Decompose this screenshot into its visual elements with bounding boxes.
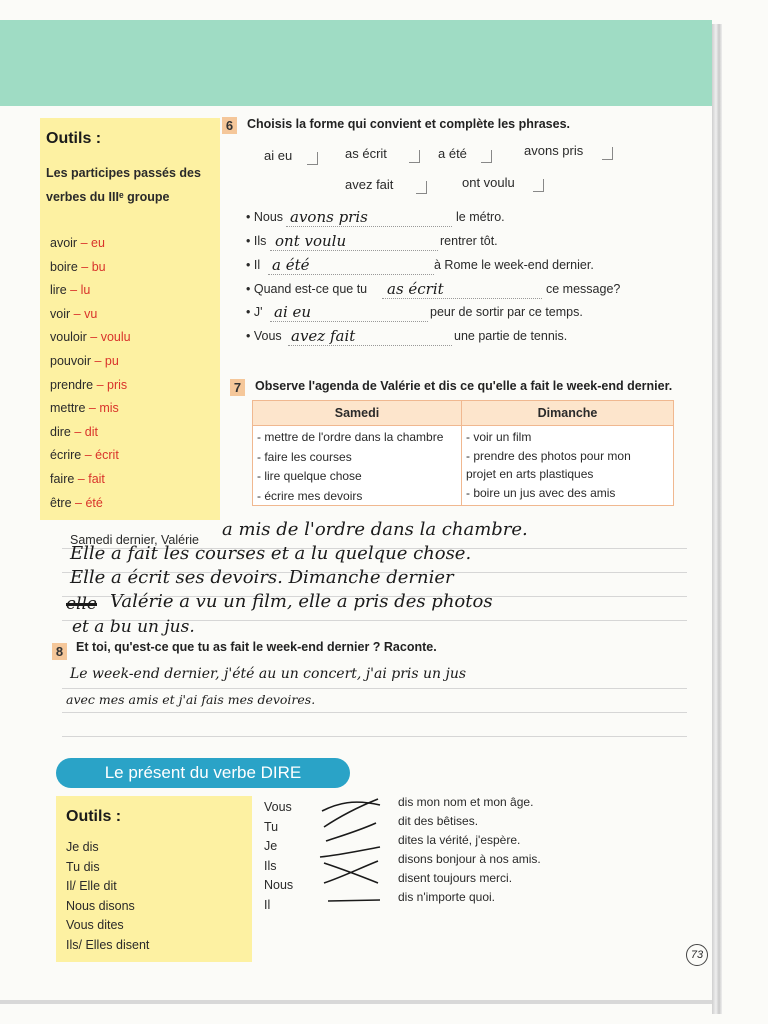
sentence-end: rentrer tôt. xyxy=(440,234,498,248)
agenda-dimanche-item: projet en arts plastiques xyxy=(466,467,594,481)
participe-item xyxy=(50,307,97,321)
dire-outils-title: Outils : xyxy=(66,808,122,825)
participe-past: bu xyxy=(91,259,106,274)
answer-line xyxy=(270,250,438,251)
option-checkbox xyxy=(409,150,420,163)
matching-lines xyxy=(318,795,388,910)
participe-past: mis xyxy=(99,401,119,416)
sentence-start: • Il xyxy=(246,258,261,272)
participe-separator: – xyxy=(85,401,100,416)
participe-separator: – xyxy=(66,283,81,298)
sentence-end: à Rome le week-end dernier. xyxy=(434,258,594,272)
participe-separator: – xyxy=(86,330,101,345)
crossed-out-word: elle xyxy=(66,594,97,614)
handwritten-answer: avons pris xyxy=(290,208,368,226)
option-label: ont voulu xyxy=(462,175,515,190)
participe-infinitive: pouvoir xyxy=(50,354,91,368)
exercise-7-prompt: Samedi dernier, Valérie xyxy=(70,533,200,547)
participe-separator: – xyxy=(91,354,105,368)
participe-item xyxy=(50,425,98,439)
option-checkbox xyxy=(481,150,492,163)
sentence-end: ce message? xyxy=(546,282,621,296)
answer-line xyxy=(288,345,452,346)
participe-item xyxy=(50,283,90,297)
agenda-dimanche-item: - voir un film xyxy=(466,430,532,444)
participe-infinitive: dire xyxy=(50,424,71,439)
participe-infinitive: être xyxy=(50,495,72,510)
agenda-samedi-item: - lire quelque chose xyxy=(257,469,362,483)
outils-box-dire xyxy=(56,796,252,962)
handwritten-line: Valérie a vu un film, elle a pris des photos xyxy=(110,591,493,612)
agenda-dimanche-item: - prendre des photos pour mon xyxy=(466,448,631,463)
participe-past: été xyxy=(85,495,103,510)
dire-conjugation-item: Tu dis xyxy=(66,859,100,874)
participe-infinitive: mettre xyxy=(50,401,86,416)
participe-item xyxy=(50,354,119,368)
participe-item xyxy=(50,472,105,486)
exercise-8-number: 8 xyxy=(52,643,67,660)
option-checkbox xyxy=(602,147,613,160)
outils-box-participes xyxy=(40,118,220,520)
agenda-samedi-item: - écrire mes devoirs xyxy=(257,488,363,503)
handwritten-answer: avez fait xyxy=(291,327,356,345)
dire-pronoun: Vous xyxy=(264,800,292,814)
participe-infinitive: faire xyxy=(50,472,75,486)
participe-infinitive: lire xyxy=(50,283,67,298)
page-number: 73 xyxy=(686,944,708,966)
participe-item xyxy=(50,260,106,274)
dire-ending: dit des bêtises. xyxy=(398,814,479,828)
agenda-header-samedi: Samedi xyxy=(253,401,461,425)
participe-infinitive: voir xyxy=(50,306,71,321)
dire-pronoun: Il xyxy=(264,897,271,912)
sentence-start: • Quand est-ce que tu xyxy=(246,282,368,296)
dire-pronoun: Ils xyxy=(264,858,277,873)
exercise-6-number: 6 xyxy=(222,117,237,134)
writing-line xyxy=(62,736,687,737)
sentence-end: le métro. xyxy=(456,210,505,224)
exercise-7-number: 7 xyxy=(230,379,245,396)
dire-conjugation-item: Nous disons xyxy=(66,898,135,913)
participe-separator: – xyxy=(70,424,85,439)
agenda-divider xyxy=(461,401,462,505)
option-checkbox xyxy=(533,179,544,192)
participe-infinitive: vouloir xyxy=(50,330,87,345)
answer-line xyxy=(286,226,452,227)
sentence-start: • Vous xyxy=(246,329,282,343)
outils-title: Outils : xyxy=(46,130,102,147)
dire-ending: dites la vérité, j'espère. xyxy=(398,833,521,847)
participe-item xyxy=(50,496,103,510)
page-bottom-edge xyxy=(0,1000,712,1004)
handwritten-line: Elle a fait les courses et a lu quelque chose. xyxy=(70,543,472,564)
top-color-band xyxy=(0,20,712,106)
answer-line xyxy=(270,321,428,322)
participe-separator: – xyxy=(71,495,86,510)
outils-subtitle-1: Les participes passés des xyxy=(46,166,201,180)
participe-infinitive: écrire xyxy=(50,448,82,463)
answer-line xyxy=(268,274,434,275)
handwritten-line: Le week-end dernier, j'été au un concert, j'ai pris un jus xyxy=(70,666,467,682)
exercise-8-title: Et toi, qu'est-ce que tu as fait le week-end dernier ? Raconte. xyxy=(76,640,437,654)
outils-subtitle-2: verbes du IIIᵉ groupe xyxy=(46,190,170,204)
option-label: a été xyxy=(438,146,467,161)
option-checkbox xyxy=(307,152,318,165)
participe-separator: – xyxy=(77,236,91,250)
sentence-start: • Ils xyxy=(246,234,267,248)
dire-conjugation-item: Je dis xyxy=(66,840,99,854)
dire-conjugation-item: Ils/ Elles disent xyxy=(66,937,150,952)
option-label: avons pris xyxy=(524,143,584,158)
book-page-edge xyxy=(712,24,722,1014)
agenda-samedi-item: - faire les courses xyxy=(257,449,352,464)
dire-ending: disons bonjour à nos amis. xyxy=(398,852,541,866)
handwritten-line: et a bu un jus. xyxy=(72,617,195,637)
agenda-samedi-item: - mettre de l'ordre dans la chambre xyxy=(257,430,444,444)
participe-infinitive: boire xyxy=(50,259,78,274)
handwritten-line: Elle a écrit ses devoirs. Dimanche dernier xyxy=(70,567,454,588)
participe-separator: – xyxy=(93,377,107,392)
dire-pronoun: Nous xyxy=(264,878,294,892)
option-label: as écrit xyxy=(345,146,387,161)
agenda-header-rule xyxy=(253,425,673,426)
exercise-7-title: Observe l'agenda de Valérie et dis ce qu'elle a fait le week-end dernier. xyxy=(255,379,673,393)
sentence-start: • J' xyxy=(246,305,263,319)
dire-conjugation-item: Vous dites xyxy=(66,918,124,932)
participe-past: fait xyxy=(88,472,105,486)
writing-line xyxy=(62,712,687,713)
participe-past: lu xyxy=(80,283,91,298)
participe-separator: – xyxy=(77,259,92,274)
participe-separator: – xyxy=(70,306,85,321)
option-label: avez fait xyxy=(345,177,394,192)
agenda-header-dimanche: Dimanche xyxy=(462,401,673,425)
dire-pronoun: Tu xyxy=(264,819,279,834)
participe-item xyxy=(50,236,105,250)
handwritten-line: avec mes amis et j'ai fais mes devoires. xyxy=(66,692,316,707)
participe-past: pris xyxy=(107,377,128,392)
participe-item xyxy=(50,378,127,392)
dire-conjugation-item: Il/ Elle dit xyxy=(66,879,117,893)
dire-ending: disent toujours merci. xyxy=(398,871,513,885)
sentence-start: • Nous xyxy=(246,210,284,224)
writing-line xyxy=(62,688,687,689)
participe-separator: – xyxy=(74,472,89,486)
answer-line xyxy=(382,298,542,299)
option-checkbox xyxy=(416,181,427,194)
handwritten-answer: ai eu xyxy=(274,303,312,321)
participe-past: voulu xyxy=(100,330,131,345)
agenda-dimanche-item: - boire un jus avec des amis xyxy=(466,485,616,500)
handwritten-line: a mis de l'ordre dans la chambre. xyxy=(222,519,528,540)
participe-infinitive: prendre xyxy=(50,377,94,392)
dire-banner: Le présent du verbe DIRE xyxy=(56,758,350,788)
participe-item xyxy=(50,448,119,462)
sentence-end: une partie de tennis. xyxy=(454,329,568,343)
participe-item xyxy=(50,401,119,415)
participe-separator: – xyxy=(81,448,96,463)
sentence-end: peur de sortir par ce temps. xyxy=(430,305,583,319)
agenda-table xyxy=(252,400,674,506)
exercise-6-title: Choisis la forme qui convient et complète les phrases. xyxy=(247,117,571,131)
participe-infinitive: avoir xyxy=(50,236,78,250)
dire-ending: dis n'importe quoi. xyxy=(398,890,496,904)
dire-ending: dis mon nom et mon âge. xyxy=(398,795,534,809)
participe-past: écrit xyxy=(95,448,119,463)
dire-pronoun: Je xyxy=(264,839,278,853)
participe-item xyxy=(50,330,131,344)
participe-past: eu xyxy=(91,236,105,250)
participe-past: dit xyxy=(84,424,98,439)
participe-past: pu xyxy=(104,354,119,368)
handwritten-answer: as écrit xyxy=(387,280,444,298)
option-label: ai eu xyxy=(264,148,293,163)
handwritten-answer: ont voulu xyxy=(275,232,347,250)
participe-past: vu xyxy=(84,306,98,321)
handwritten-answer: a été xyxy=(272,256,310,274)
